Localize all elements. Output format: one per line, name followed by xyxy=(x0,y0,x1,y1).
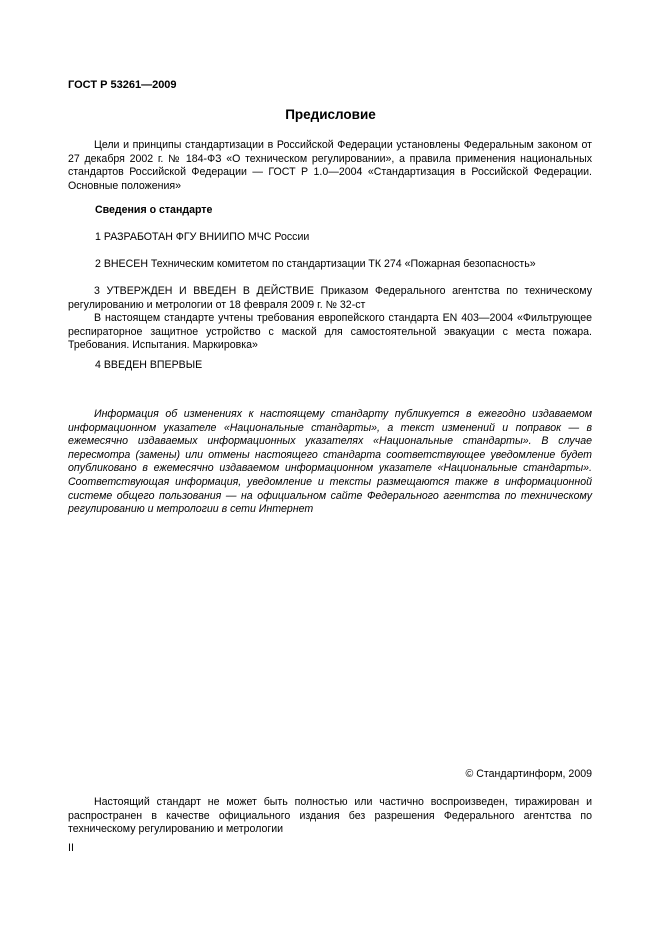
changes-info-paragraph: Информация об изменениях к настоящему стандарту публикуется в ежегодно издаваемом информационном указателе «Национальные стандарты», а текст изменений и поправок — в ежемесячно издаваемых информационных указателях «Национальные стандарты». В случае пересмотра (замены) или отмены настоящего стандарта соответствующее уведомление будет опубликовано в ежемесячно издаваемом информационном указателе «Национальные стандарты». Соответствующая информация, уведомление и тексты размещаются также в информационной системе общего пользования — на официальном сайте Федерального агентства по техническому регулированию и метрологии в сети Интернет xyxy=(68,408,592,516)
reproduction-notice: Настоящий стандарт не может быть полностью или частично воспроизведен, тиражирован и распространен в качестве официального издания без разрешения Федерального агентства по техническому регулированию и метрологии xyxy=(68,796,592,836)
page-title: Предисловие xyxy=(285,107,376,122)
copyright: © Стандартинформ, 2009 xyxy=(465,768,592,780)
intro-paragraph: Цели и принципы стандартизации в Российской Федерации установлены Федеральным законом от 27 декабря 2002 г. № 184-ФЗ «О техническом регулировании», а правила применения национальных стандартов Российской Федерации — ГОСТ Р 1.0—2004 «Стандартизация в Российской Федерации. Основные положения» xyxy=(68,139,592,192)
item-first-time: 4 ВВЕДЕН ВПЕРВЫЕ xyxy=(95,359,203,371)
page-number: II xyxy=(68,842,74,854)
document-code: ГОСТ Р 53261—2009 xyxy=(68,79,177,91)
item-introduced-by: 2 ВНЕСЕН Техническим комитетом по стандартизации ТК 274 «Пожарная безопасность» xyxy=(95,258,536,270)
item-approved: 3 УТВЕРЖДЕН И ВВЕДЕН В ДЕЙСТВИЕ Приказом Федерального агентства по техническому регулированию и метрологии от 18 февраля 2009 г. № 32-ст xyxy=(68,285,592,311)
standard-info-heading: Сведения о стандарте xyxy=(95,204,213,216)
item-developed: 1 РАЗРАБОТАН ФГУ ВНИИПО МЧС России xyxy=(95,231,310,243)
item-requirements: В настоящем стандарте учтены требования европейского стандарта EN 403—2004 «Фильтрующее респираторное защитное устройство с маской для самостоятельной эвакуации с места пожара. Требования. Испытания. Маркировка» xyxy=(68,312,592,352)
